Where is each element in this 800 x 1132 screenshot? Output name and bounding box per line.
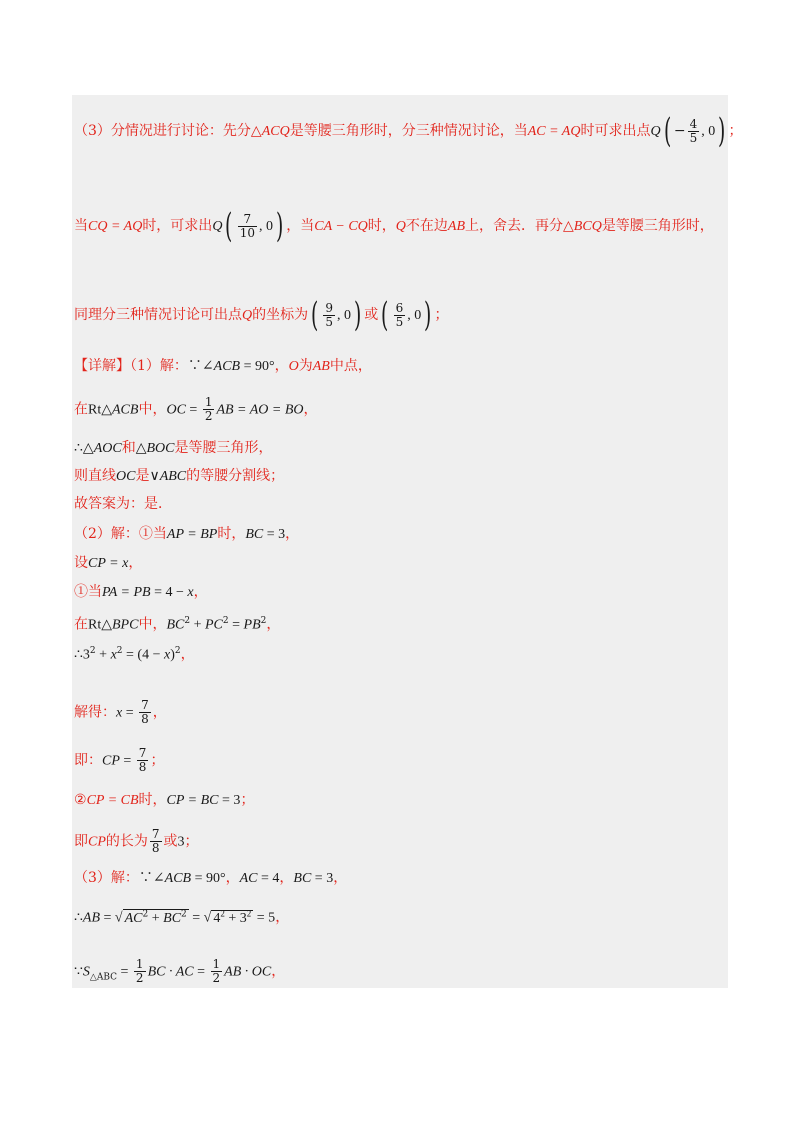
solution-line-5: 故答案为：是．	[74, 496, 172, 512]
solution-line-12: 即：CP = $\frac{7}{8}$ ；	[74, 746, 165, 774]
solution-line-11: 解得：x = $\frac{7}{8}$ ，	[74, 698, 167, 726]
solution-line-17: $\because S_{\triangle ABC}$ = $\frac{1}{2}$ BC · AC = $\frac{1}{2}$ AB · OC，	[74, 957, 286, 985]
solution-line-3: ∴△AOC和△BOC是等腰三角形，	[74, 440, 273, 456]
analysis-line-1: （3）分情况进行讨论：先分△ACQ是等腰三角形时，分三种情况讨论，当AC = AQ时可求出点Q( − $\frac{4}{5}$ , 0) ；	[74, 111, 743, 151]
solution-line-6: （2）解：①当AP = BP时，BC = 3，	[74, 526, 300, 542]
analysis-line-3: 同理分三种情况讨论可出点Q的坐标为( $\frac{9}{5}$ , 0) 或( $\frac{6}{5}$ , 0) ；	[74, 295, 449, 335]
solution-line-9: 在Rt△BPC中，$BC^2 + PC^2 = PB^2$，	[74, 616, 281, 633]
solution-line-2: 在Rt△ACB中，OC = $\frac{1}{2}$ AB = AO = BO，	[74, 395, 318, 423]
solution-line-8: ①当PA = PB = 4 − x，	[74, 584, 208, 600]
solution-line-7: 设CP = x，	[74, 555, 143, 571]
solution-line-4: 则直线OC是∨ABC的等腰分割线；	[74, 468, 285, 484]
solution-line-10: $\therefore 3^2 + x^2 = (4 - x)^2$，	[74, 646, 195, 663]
solution-line-15: （3）解：∵∠ACB = 90°，AC = 4，BC = 3，	[74, 870, 348, 886]
solution-line-1: 【详解】（1）解：∵∠ACB = 90°，O为AB中点，	[74, 358, 372, 374]
solution-line-16: ∴AB = √ $AC^2 + BC^2$ = √ $4^2 + 3^2 = 5$，	[74, 908, 290, 926]
solution-line-14: 即CP的长为 $\frac{7}{8}$ 或3；	[74, 827, 199, 855]
solution-line-13: ②CP = CB时，CP = BC = 3；	[74, 792, 255, 808]
analysis-line-2: 当CQ = AQ时，可求出Q( $\frac{7}{10}$ , 0) ，当CA − CQ时，Q不在边AB上，舍去．再分△BCQ是等腰三角形时，	[74, 206, 714, 246]
